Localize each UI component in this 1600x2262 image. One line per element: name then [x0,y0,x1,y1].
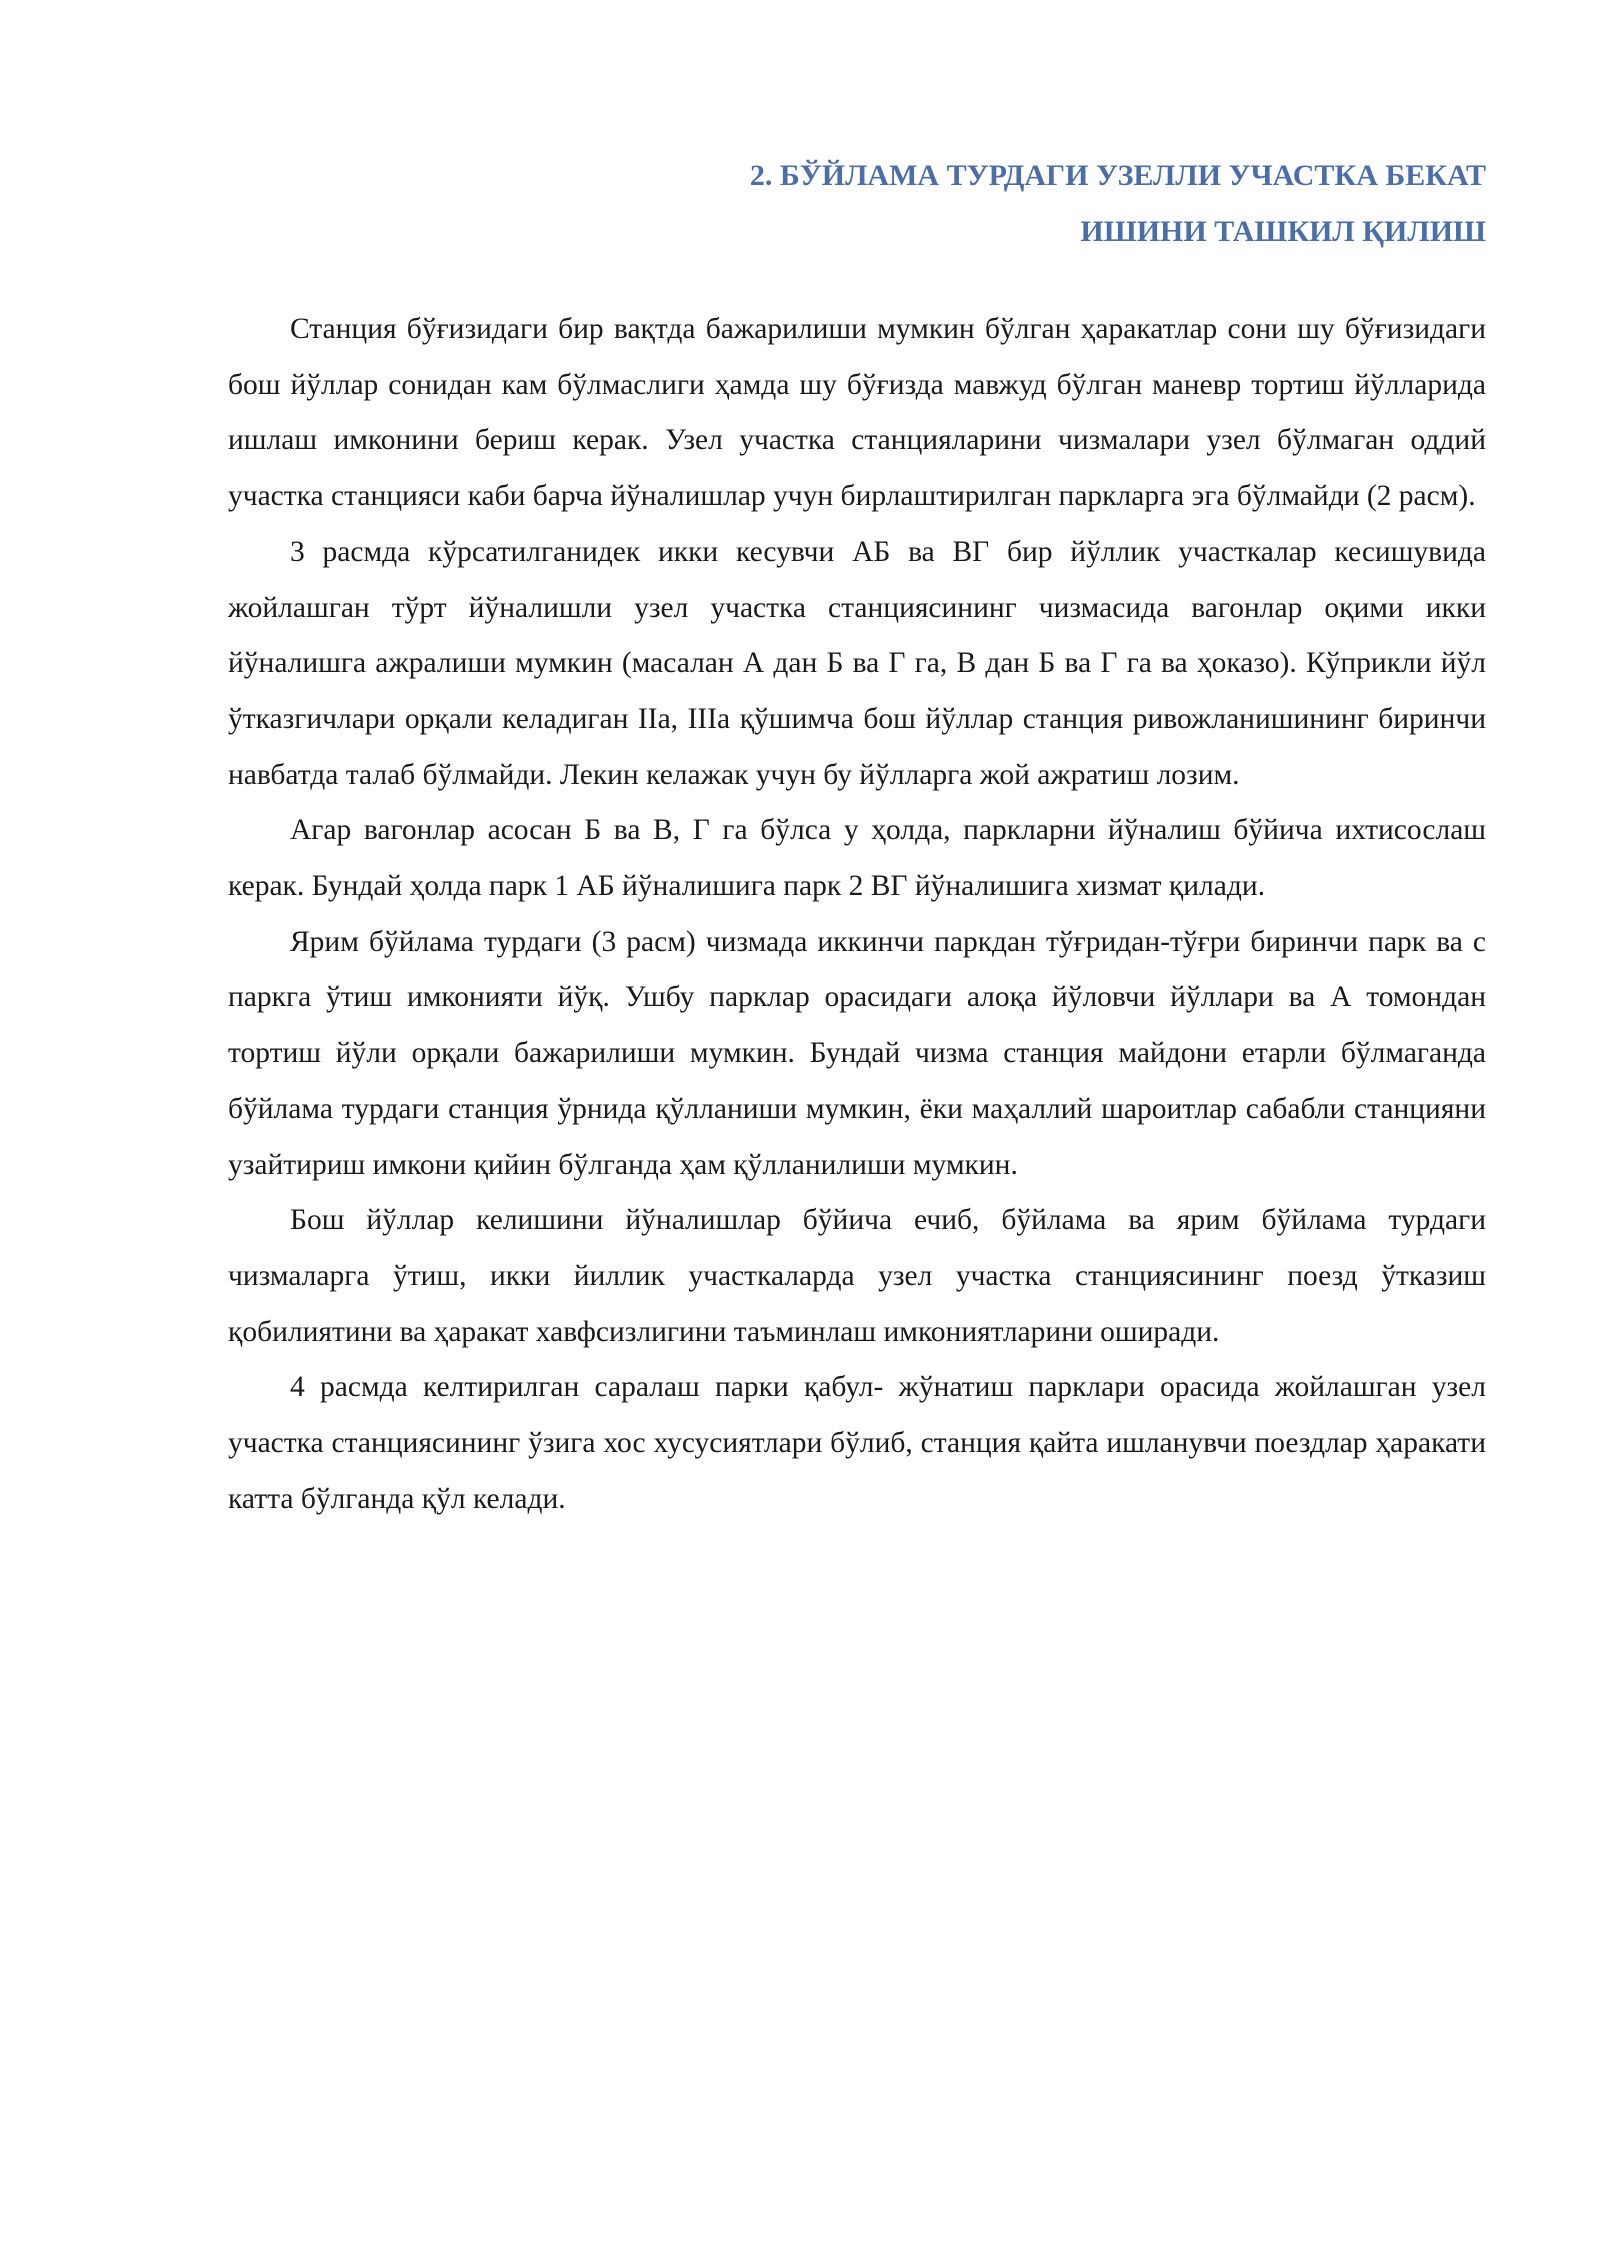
section-heading-line-2: ИШИНИ ТАШКИЛ ҚИЛИШ [1080,215,1486,248]
section-heading [228,0,1486,260]
paragraph-6: 4 расмда келтирилган саралаш парки қабул- жўнатиш парклари орасида жойлашган узел участка станциясининг ўзига хос хусусиятлари бўлиб, станция қайта ишланувчи поездлар ҳаракати катта бўлганда қўл келади. [228,1371,1486,1515]
paragraph-3: Агар вагонлар асосан Б ва В, Г га бўлса у ҳолда, паркларни йўналиш бўйича ихтисослаш керак. Бундай ҳолда парк 1 АБ йўналишига парк 2 ВГ йўналишига хизмат қилади. [228,814,1486,903]
paragraph-5: Бош йўллар келишини йўналишлар бўйича ечиб, бўйлама ва ярим бўйлама турдаги чизмаларга ўтиш, икки йиллик участкаларда узел участка станциясининг поезд ўтказиш қобилиятини ва ҳаракат хавфсизлигини таъминлаш имкониятларини оширади. [228,1204,1486,1348]
paragraph-2: 3 расмда кўрсатилганидек икки кесувчи АБ ва ВГ бир йўллик участкалар кесишувида жойлашган тўрт йўналишли узел участка станциясининг чизмасида вагонлар оқими икки йўналишга ажралиши мумкин (масалан А дан Б ва Г га, В дан Б ва Г га ва ҳоказо). Кўприкли йўл ўтказгичлари орқали келадиган IIа, IIIа қўшимча бош йўллар станция ривожланишининг биринчи навбатда талаб бўлмайди. Лекин келажак учун бу йўлларга жой ажратиш лозим. [228,535,1486,791]
document-page [228,0,1486,1527]
section-heading-line-1: 2. БЎЙЛАМА ТУРДАГИ УЗЕЛЛИ УЧАСТКА БЕКАТ [749,159,1486,192]
document-body [228,302,1486,1527]
paragraph-1: Станция бўғизидаги бир вақтда бажарилиши мумкин бўлган ҳаракатлар сони шу бўғизидаги бош йўллар сонидан кам бўлмаслиги ҳамда шу бўғизда мавжуд бўлган маневр тортиш йўлларида ишлаш имконини бериш керак. Узел участка станцияларини чизмалари узел бўлмаган оддий участка станцияси каби барча йўналишлар учун бирлаштирилган паркларга эга бўлмайди (2 расм). [228,313,1486,513]
paragraph-4: Ярим бўйлама турдаги (3 расм) чизмада иккинчи паркдан тўғридан-тўғри биринчи парк ва с паркга ўтиш имконияти йўқ. Ушбу парклар орасидаги алоқа йўловчи йўллари ва А томондан тортиш йўли орқали бажарилиши мумкин. Бундай чизма станция майдони етарли бўлмаганда бўйлама турдаги станция ўрнида қўлланиши мумкин, ёки маҳаллий шароитлар сабабли станцияни узайтириш имкони қийин бўлганда ҳам қўлланилиши мумкин. [228,925,1486,1181]
